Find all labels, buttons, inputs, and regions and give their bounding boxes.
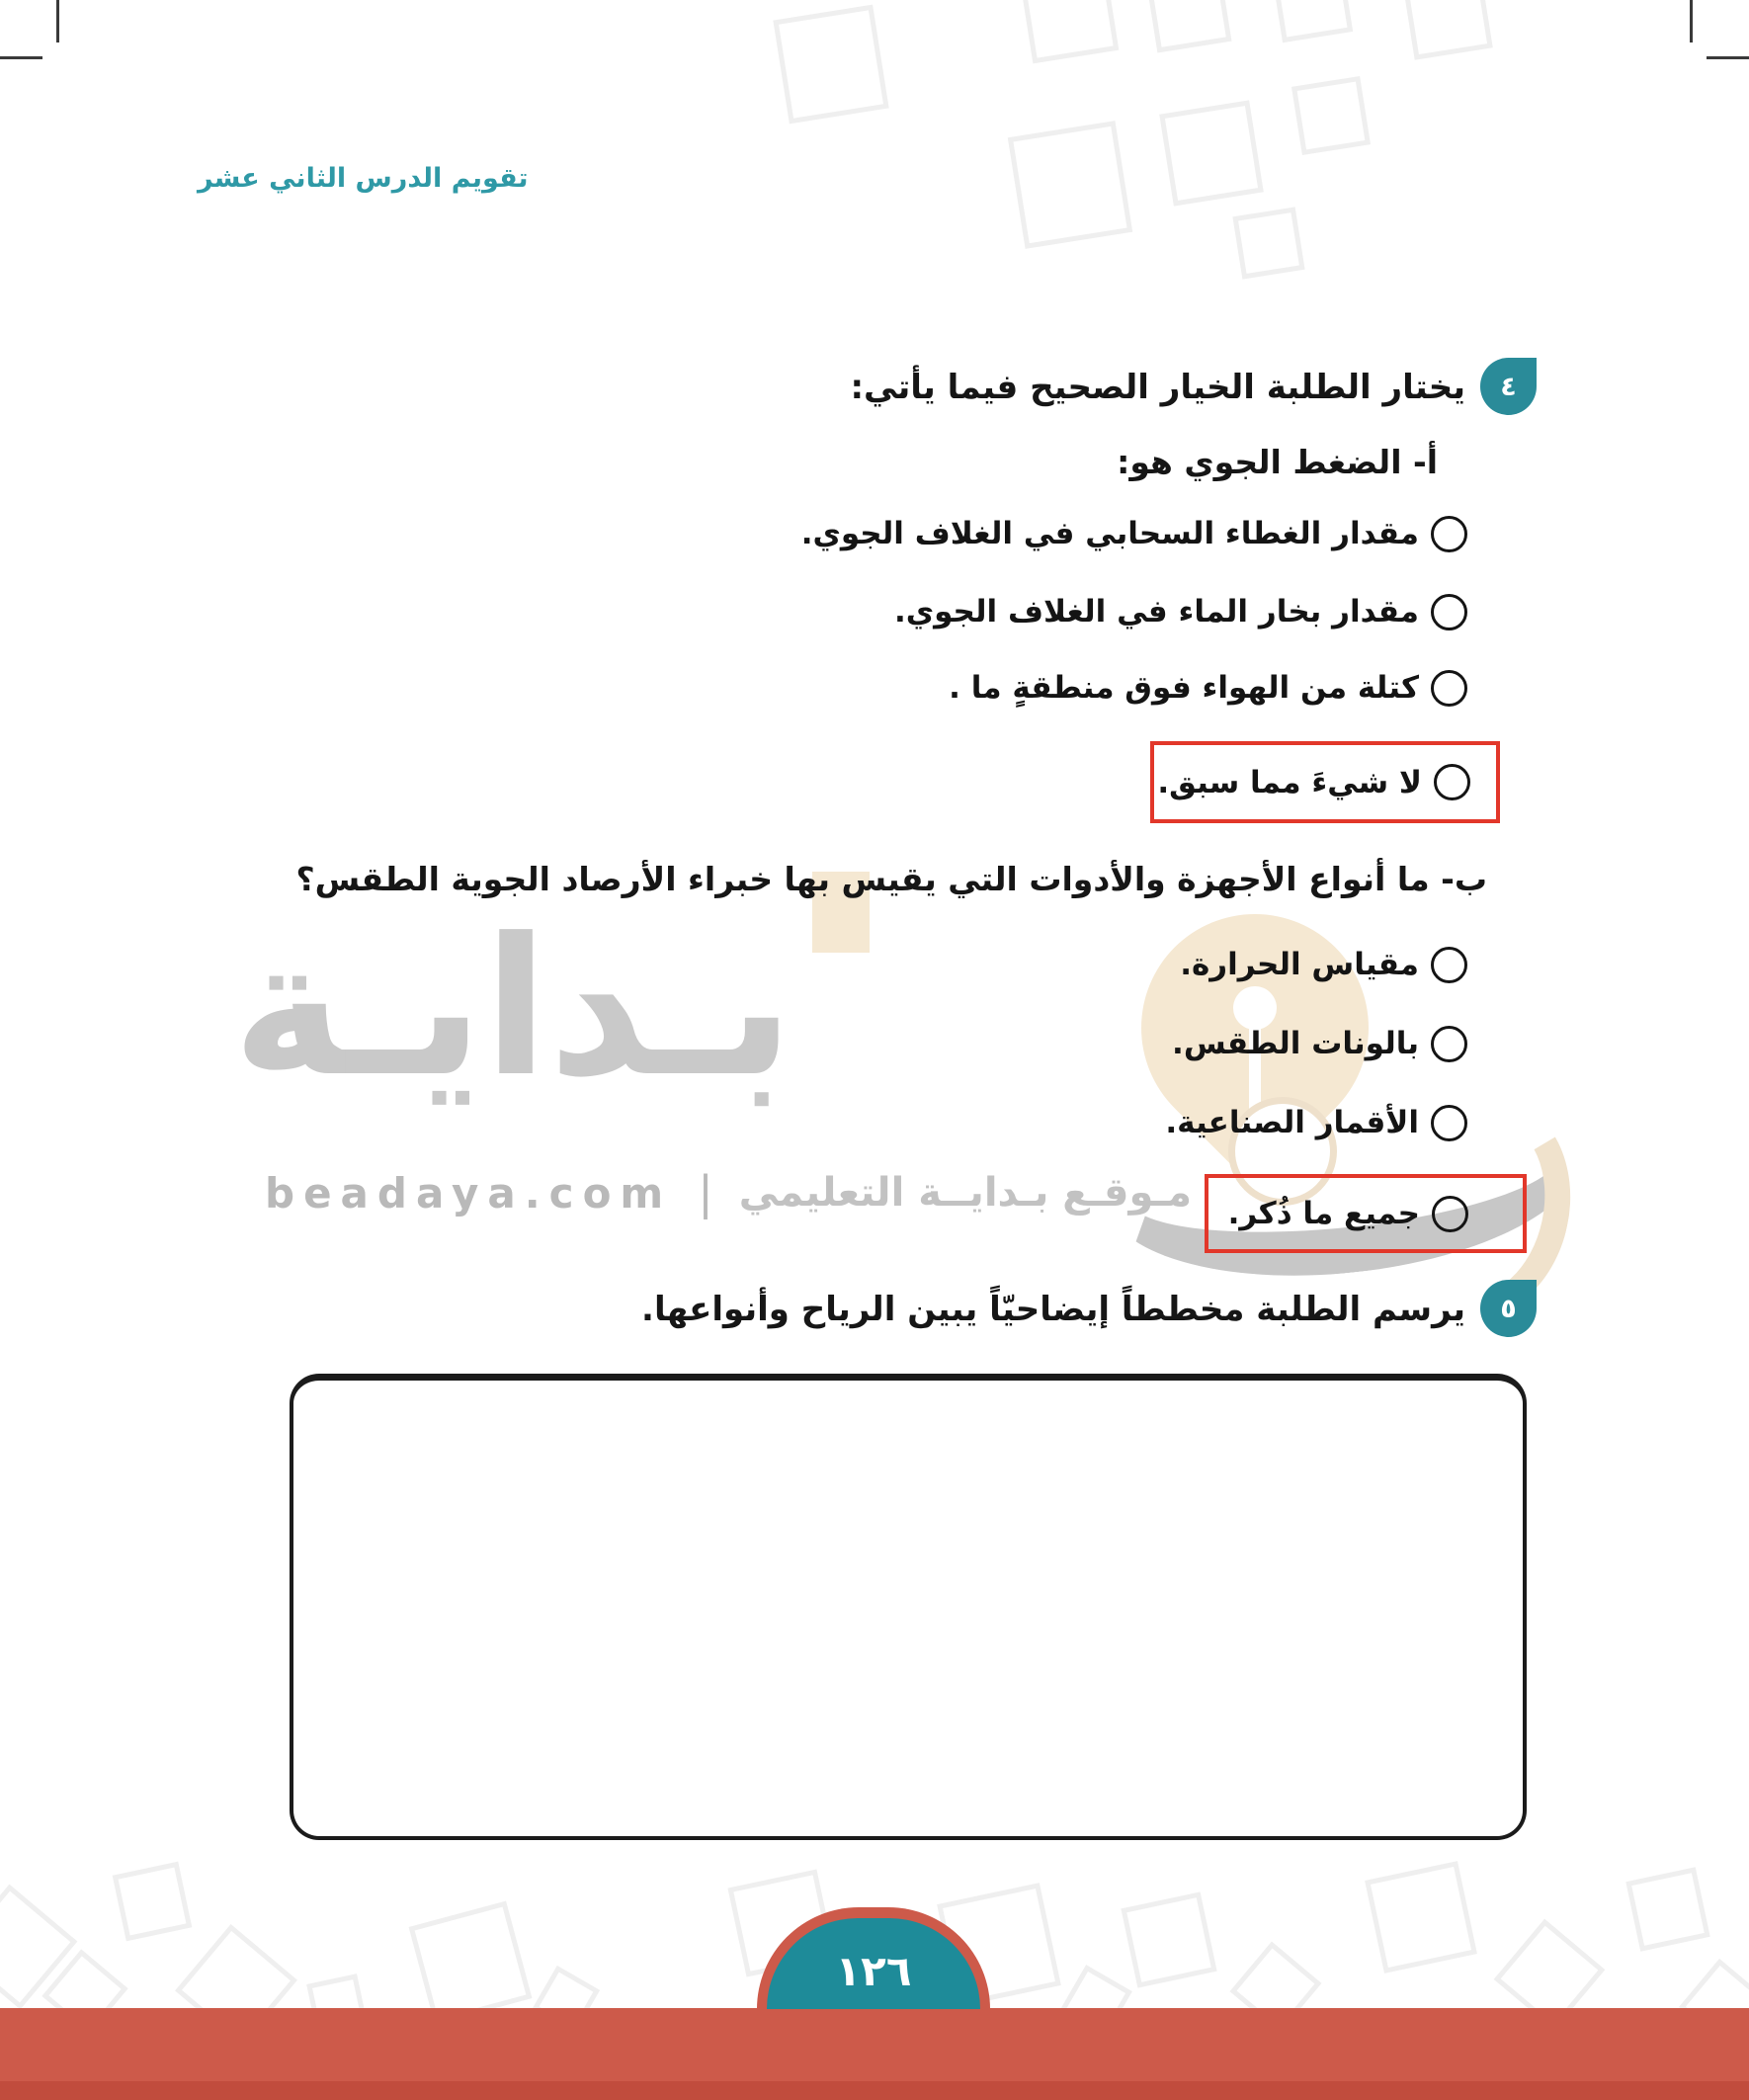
radio-circle[interactable] xyxy=(1431,1105,1467,1141)
option-label: بالونات الطقس. xyxy=(1172,1026,1419,1061)
lesson-evaluation-header: تقويم الدرس الثاني عشر xyxy=(198,163,529,194)
option-label: كتلة من الهواء فوق منطقةٍ ما . xyxy=(949,670,1419,706)
decor-square xyxy=(1291,76,1371,155)
option-label: مقدار الغطاء السحابي في الغلاف الجوي. xyxy=(800,516,1419,551)
question-5-badge xyxy=(1480,1280,1537,1337)
option-label: جميع ما ذُكر. xyxy=(1227,1196,1420,1231)
question-4-badge xyxy=(1480,358,1537,415)
radio-circle[interactable] xyxy=(1431,947,1467,983)
crop-mark-top-right-vertical xyxy=(1690,0,1693,42)
option-label: لا شيءَ مما سبق. xyxy=(1157,764,1422,800)
decor-square xyxy=(113,1862,193,1942)
radio-circle[interactable] xyxy=(1431,670,1467,707)
decor-square xyxy=(1159,100,1264,206)
radio-circle[interactable] xyxy=(1431,516,1467,552)
crop-mark-top-left-vertical xyxy=(56,0,59,42)
option-label: مقدار بخار الماء في الغلاف الجوي. xyxy=(893,594,1419,630)
decor-square xyxy=(409,1901,533,2025)
option-row xyxy=(1172,1020,1467,1067)
watermark-brand-text: بـدايـة xyxy=(232,898,794,1119)
question-4a-label: أ- الضغط الجوي هو: xyxy=(1117,443,1438,481)
decor-square xyxy=(1121,1891,1216,1987)
radio-circle[interactable] xyxy=(1432,1196,1468,1232)
question-4b-label: ب- ما أنواع الأجهزة والأدوات التي يقيس بها خبراء الأرصاد الجوية الطقس؟ xyxy=(295,860,1487,898)
footer-bar-bottom-strip xyxy=(0,2081,1749,2100)
decor-square xyxy=(1020,0,1120,63)
decor-square xyxy=(1272,0,1353,42)
radio-circle[interactable] xyxy=(1434,764,1470,800)
option-row xyxy=(1180,941,1467,988)
watermark-caption-latin: beadaya.com xyxy=(265,1168,673,1218)
option-row xyxy=(894,588,1467,635)
decor-square xyxy=(1365,1861,1477,1974)
answer-highlight-box xyxy=(1150,741,1500,823)
crop-mark-top-left-horizontal xyxy=(0,56,42,59)
radio-circle[interactable] xyxy=(1431,594,1467,630)
watermark-caption-arabic: مـوقـع بـدايــة التعليمي xyxy=(738,1170,1192,1216)
watermark-caption-separator: | xyxy=(698,1166,713,1219)
decor-square xyxy=(1008,121,1132,249)
question-4-prompt: يختار الطلبة الخيار الصحيح فيما يأتي: xyxy=(850,368,1465,407)
option-row xyxy=(949,664,1467,712)
decor-square xyxy=(1625,1867,1709,1951)
decor-square xyxy=(1402,0,1493,60)
decor-square xyxy=(1146,0,1232,52)
radio-circle[interactable] xyxy=(1431,1026,1467,1062)
decor-square xyxy=(773,5,888,125)
question-5-number: ٥ xyxy=(1500,1293,1517,1324)
decor-square xyxy=(1232,207,1304,279)
drawing-area[interactable] xyxy=(290,1374,1527,1840)
question-4-number: ٤ xyxy=(1500,371,1517,402)
answer-highlight-box xyxy=(1205,1174,1527,1253)
option-row xyxy=(1165,1099,1467,1146)
crop-mark-top-right-horizontal xyxy=(1707,56,1749,59)
page-number: ١٢٦ xyxy=(835,1946,912,1995)
watermark-caption xyxy=(265,1166,1192,1219)
option-label: مقياس الحرارة. xyxy=(1180,947,1419,982)
option-label: الأقمار الصناعية. xyxy=(1165,1105,1419,1140)
question-5-prompt: يرسم الطلبة مخططاً إيضاحيّاً يبين الرياح وأنواعها. xyxy=(641,1290,1465,1329)
option-row xyxy=(801,510,1467,557)
